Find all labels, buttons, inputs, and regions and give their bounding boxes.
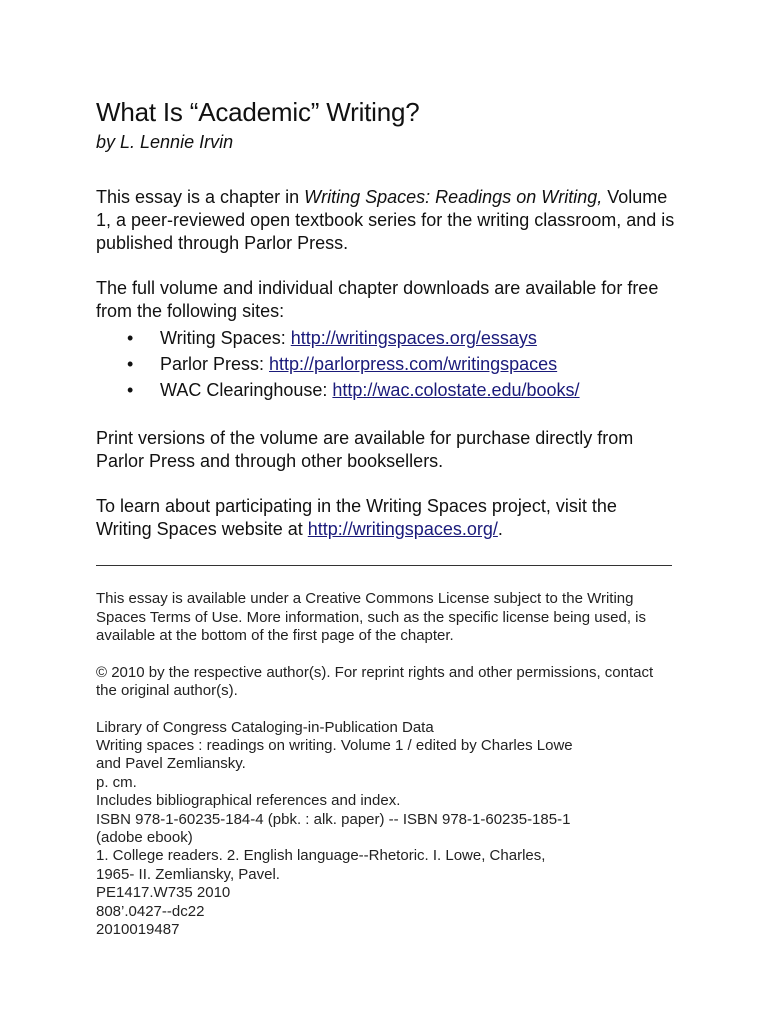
learn-more-text: To learn about participating in the Writing Spaces project, visit the Writing Spaces website at xyxy=(96,496,617,539)
catalog-line: and Pavel Zemliansky. xyxy=(96,755,246,773)
downloads-paragraph: The full volume and individual chapter downloads are available for free from the following sites: xyxy=(96,278,659,321)
intro-text-before: This essay is a chapter in xyxy=(96,187,305,207)
horizontal-divider xyxy=(96,565,672,566)
intro-paragraph xyxy=(96,186,676,255)
catalog-line: p. cm. xyxy=(96,773,137,791)
site-label: Writing Spaces: xyxy=(160,328,291,348)
catalog-line: 2010019487 xyxy=(96,920,180,938)
parlor-press-link[interactable]: http://parlorpress.com/writingspaces xyxy=(269,354,558,374)
bullet-icon: • xyxy=(127,354,134,374)
site-label: WAC Clearinghouse: xyxy=(160,380,333,400)
bullet-icon: • xyxy=(127,328,134,348)
intro-text-after: Volume 1, a peer-reviewed open textbook series for the writing classroom, and is published through Parlor Press. xyxy=(96,187,675,253)
catalog-line: ISBN 978-1-60235-184-4 (pbk. : alk. paper) -- ISBN 978-1-60235-185-1 xyxy=(96,810,571,828)
book-title: Writing Spaces: Readings on Writing, xyxy=(304,187,603,207)
license-notice: This essay is available under a Creative Commons License subject to the Writing Spaces Terms of Use. More information, such as the specific license being used, is available at the bottom of the first page of the chapter. xyxy=(96,590,646,644)
list-item xyxy=(96,377,676,403)
catalog-line: 1. College readers. 2. English language--Rhetoric. I. Lowe, Charles, xyxy=(96,847,546,865)
author-byline: by L. Lennie Irvin xyxy=(96,132,234,152)
list-item xyxy=(96,351,676,377)
list-item xyxy=(96,325,676,351)
catalog-line: Library of Congress Cataloging-in-Publication Data xyxy=(96,718,434,736)
download-sites-list xyxy=(96,325,676,403)
catalog-line: Writing spaces : readings on writing. Volume 1 / edited by Charles Lowe xyxy=(96,736,573,754)
catalog-line: Includes bibliographical references and index. xyxy=(96,792,401,810)
writing-spaces-website-link[interactable]: http://writingspaces.org/ xyxy=(307,519,498,539)
document-page xyxy=(96,96,676,939)
copyright-notice: © 2010 by the respective author(s). For reprint rights and other permissions, contact the original author(s). xyxy=(96,663,654,699)
writing-spaces-essays-link[interactable]: http://writingspaces.org/essays xyxy=(290,328,537,348)
catalog-line: (adobe ebook) xyxy=(96,828,193,846)
cataloging-data xyxy=(96,719,676,940)
catalog-line: PE1417.W735 2010 xyxy=(96,884,231,902)
learn-more-end: . xyxy=(497,519,503,539)
learn-more-paragraph xyxy=(96,495,676,541)
site-label: Parlor Press: xyxy=(160,354,270,374)
wac-clearinghouse-link[interactable]: http://wac.colostate.edu/books/ xyxy=(332,380,580,400)
catalog-line: 1965- II. Zemliansky, Pavel. xyxy=(96,865,280,883)
page-title: What Is “Academic” Writing? xyxy=(96,97,420,127)
bullet-icon: • xyxy=(127,380,134,400)
print-versions-paragraph: Print versions of the volume are available for purchase directly from Parlor Press and through other booksellers. xyxy=(96,428,634,471)
catalog-line: 808’.0427--dc22 xyxy=(96,902,205,920)
